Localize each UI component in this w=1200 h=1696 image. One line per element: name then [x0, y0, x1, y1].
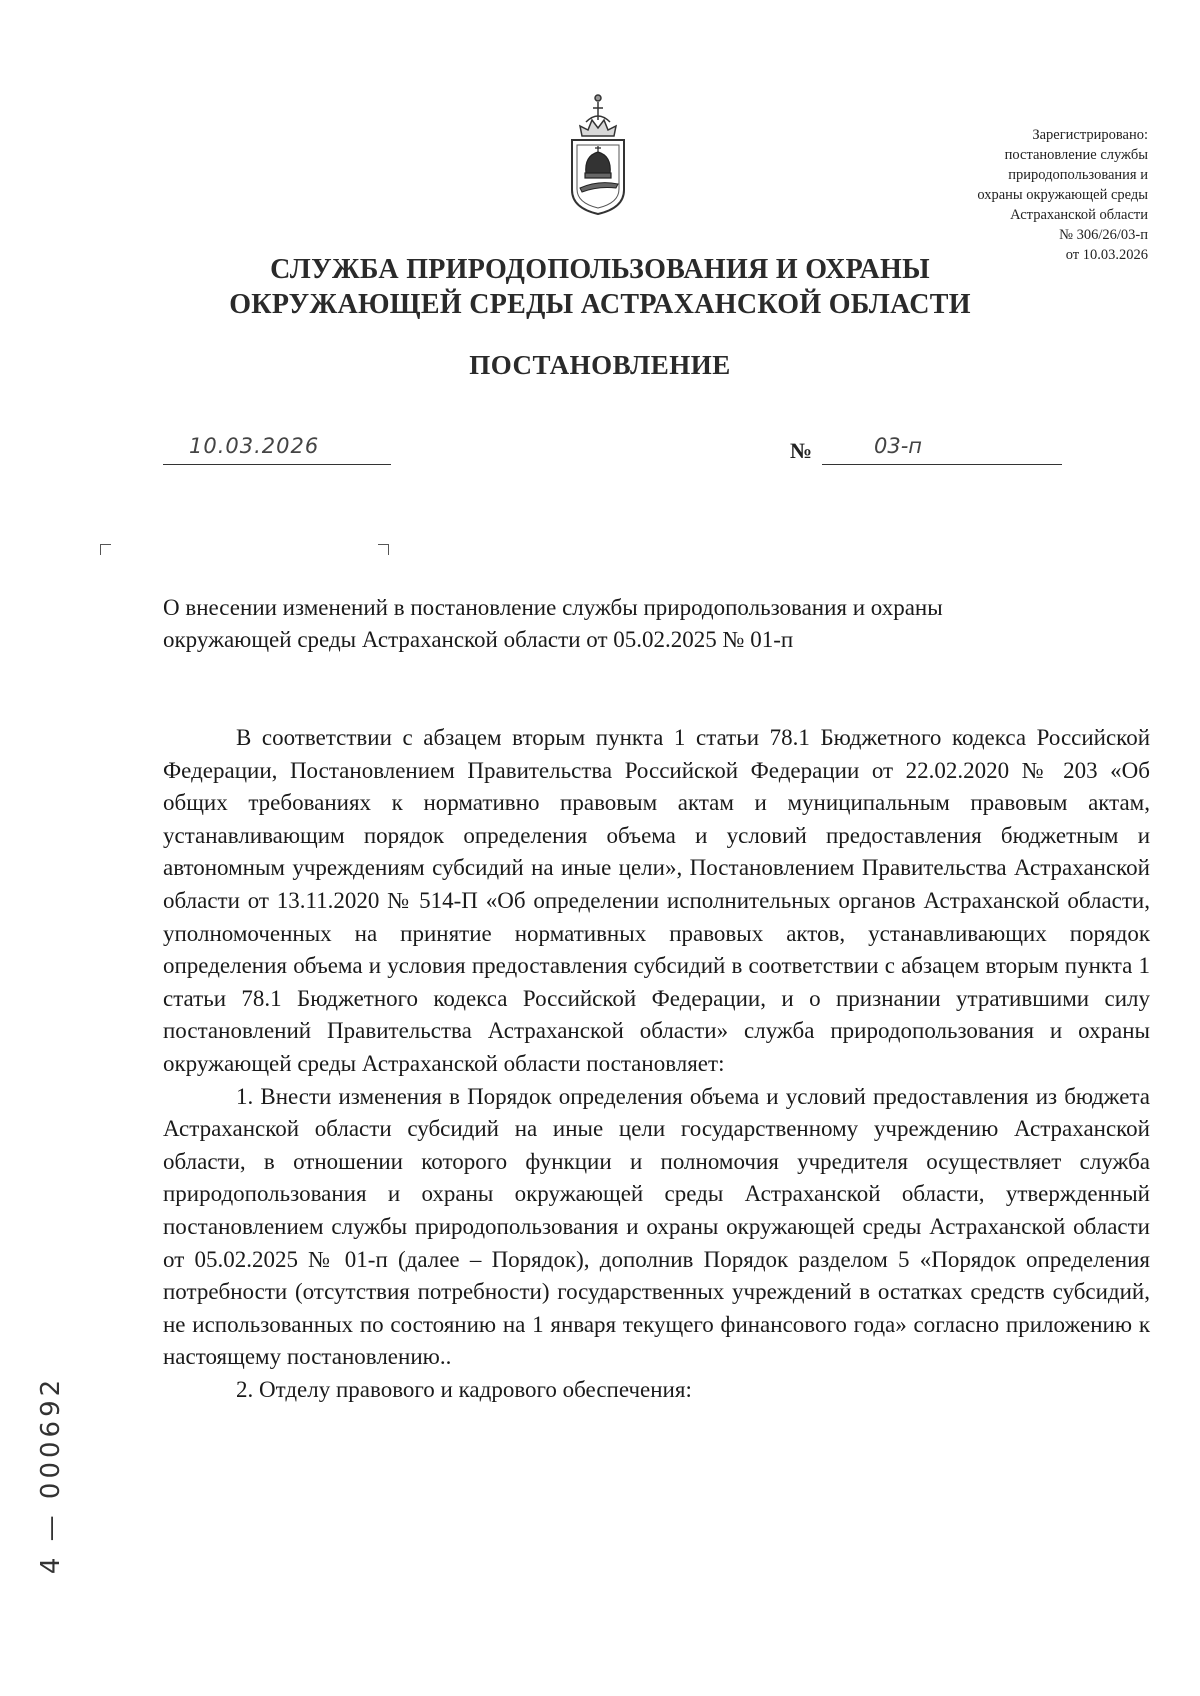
- organization-title-line1: СЛУЖБА ПРИРОДОПОЛЬЗОВАНИЯ И ОХРАНЫ: [270, 254, 930, 285]
- document-type-heading: ПОСТАНОВЛЕНИЕ: [469, 350, 731, 380]
- registration-line: охраны окружающей среды: [977, 187, 1148, 203]
- registration-line: Астраханской области: [1010, 207, 1148, 223]
- document-body: [163, 722, 1150, 1406]
- margin-serial-code: [26, 1350, 76, 1600]
- number-field: [822, 432, 1062, 465]
- body-paragraph: 1. Внести изменения в Порядок определения объема и условий предоставления из бюджета Астраханской области субсидий на иные цели государственному учреждению Астраханской области, в отношении которого функции и полномочия учредителя осуществляет служба природопользования и охраны окружающей среды Астраханской области, утвержденный постановлением службы природопользования и охраны окружающей среды Астраханской области от 05.02.2025 № 01-п (далее – Порядок), дополнив Порядок разделом 5 «Порядок определения потребности (отсутствия потребности) государственных учреждений в остатках средств субсидий, не использованных по состоянию на 1 января текущего финансового года» согласно приложению к настоящему постановлению..: [163, 1083, 1150, 1370]
- date-field: [163, 432, 391, 465]
- body-paragraph: В соответствии с абзацем вторым пункта 1 статьи 78.1 Бюджетного кодекса Российской Федерации, Постановлением Правительства Российской Федерации от 22.02.2020 № 203 «Об общих требованиях к нормативно правовым актам и муниципальным правовым актам, устанавливающим порядок определения объема и условий предоставления бюджетным и автономным учреждениям субсидий на иные цели», Постановлением Правительства Астраханской области от 13.11.2020 № 514-П «Об определении исполнительных органов Астраханской области, уполномоченных на принятие нормативных правовых актов, устанавливающих порядок определения объема и условия предоставления субсидий в соответствии с абзацем вторым пункта 1 статьи 78.1 Бюджетного кодекса Российской Федерации, и о признании утратившими силу постановлений Правительства Астраханской области» служба природопользования и охраны окружающей среды Астраханской области постановляет:: [163, 725, 1150, 1076]
- registration-line: Зарегистрировано:: [1032, 127, 1148, 143]
- body-paragraph: 2. Отделу правового и кадрового обеспечения:: [236, 1376, 692, 1402]
- registration-stamp: [888, 125, 1148, 265]
- number-label: №: [790, 438, 813, 463]
- coat-of-arms-emblem: [560, 78, 636, 218]
- subject-line2: окружающей среды Астраханской области от 05.02.2025 № 01-п: [163, 627, 794, 652]
- organization-title-line2: ОКРУЖАЮЩЕЙ СРЕДЫ АСТРАХАНСКОЙ ОБЛАСТИ: [229, 289, 971, 320]
- corner-mark-right: [378, 544, 389, 555]
- registration-line: природопользования и: [1008, 167, 1148, 183]
- organization-title: [200, 252, 1000, 322]
- margin-serial-text: 4 — 000692: [36, 1375, 66, 1575]
- handwritten-date: 10.03.2026: [189, 434, 320, 458]
- corner-mark-left: [100, 544, 111, 555]
- registration-line: № 306/26/03-п: [1059, 227, 1148, 243]
- registration-line: постановление службы: [1004, 147, 1148, 163]
- registration-line: от 10.03.2026: [1065, 247, 1148, 263]
- subject-line1: О внесении изменений в постановление службы природопользования и охраны: [163, 595, 943, 620]
- handwritten-number: 03-п: [874, 434, 923, 458]
- document-subject: [163, 592, 1150, 656]
